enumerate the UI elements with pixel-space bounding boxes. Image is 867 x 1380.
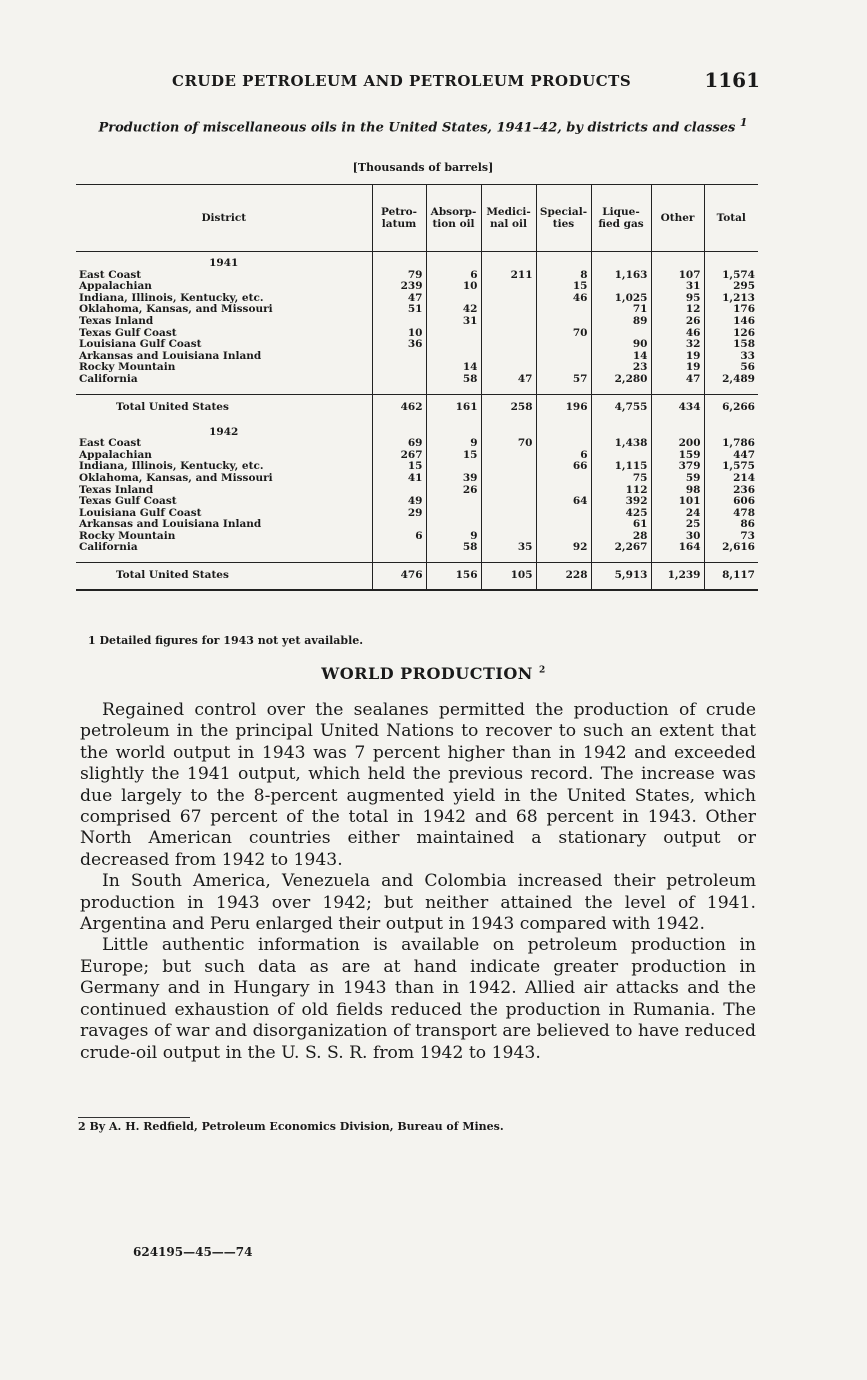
table-cell [481,351,536,363]
table-cell: 69 [372,438,426,450]
page-number: 1161 [704,68,760,92]
table-cell: 6 [372,531,426,543]
table-cell [426,421,481,439]
table-cell [372,542,426,554]
table-row [76,438,758,450]
table-cell [591,252,651,270]
table-cell [536,351,591,363]
table-cell: 86 [704,519,758,531]
table-cell: 46 [651,328,704,340]
table-row [76,542,758,554]
table-cell [481,293,536,305]
table-cell [481,362,536,374]
table-cell [481,304,536,316]
column-header: Petro-latum [372,185,426,252]
table-cell [372,316,426,328]
table-row [76,304,758,316]
table-cell [481,531,536,543]
table-cell: 75 [591,473,651,485]
table-cell: 236 [704,485,758,497]
table-cell [536,304,591,316]
table-cell [481,496,536,508]
table-cell [536,316,591,328]
table-cell [704,421,758,439]
section-title-footnote-mark: 2 [539,665,546,676]
table-cell: 31 [651,281,704,293]
total-cell: 258 [481,394,536,421]
table-cell: 15 [426,450,481,462]
table-cell: 9 [426,531,481,543]
table-cell: 606 [704,496,758,508]
table-cell: 1,025 [591,293,651,305]
table-row [76,508,758,520]
table-cell [651,252,704,270]
table-cell: 70 [481,438,536,450]
district-name: Rocky Mountain [79,530,176,542]
table-cell [426,519,481,531]
district-name: Indiana, Illinois, Kentucky, etc. [79,461,264,473]
table-cell: 47 [481,374,536,386]
year-row [76,421,758,439]
table-row [76,316,758,328]
district-name: Indiana, Illinois, Kentucky, etc. [79,292,264,304]
total-cell: 4,755 [591,394,651,421]
table-cell: 425 [591,508,651,520]
district-name: Oklahoma, Kansas, and Missouri [79,472,273,484]
district-name: Arkansas and Louisiana Inland [79,519,262,531]
table-cell [481,461,536,473]
table-cell: 2,616 [704,542,758,554]
table-cell: 61 [591,519,651,531]
table-cell: 25 [651,519,704,531]
total-cell: 434 [651,394,704,421]
table-cell: 1,438 [591,438,651,450]
table-cell: 70 [536,328,591,340]
table-cell [651,421,704,439]
table-cell: 31 [426,316,481,328]
table-cell: 57 [536,374,591,386]
table-cell: 92 [536,542,591,554]
table-cell [591,281,651,293]
table-cell [591,386,651,395]
table-cell: 89 [591,316,651,328]
table-cell: 107 [651,270,704,282]
table-body [76,252,758,591]
section-title-text: WORLD PRODUCTION [321,664,533,683]
table-cell [536,531,591,543]
table-cell [536,252,591,270]
table-cell: 112 [591,485,651,497]
table-cell: 51 [372,304,426,316]
table-cell [536,362,591,374]
total-cell: 228 [536,563,591,591]
table-cell: 239 [372,281,426,293]
table-cell: 73 [704,531,758,543]
production-table [76,184,758,591]
district-name: California [79,373,138,385]
district-name: Louisiana Gulf Coast [79,339,202,351]
table-cell [651,554,704,563]
table-cell [426,293,481,305]
table-cell: 15 [536,281,591,293]
table-row [76,270,758,282]
table-cell [426,328,481,340]
table-footnote: 1 Detailed figures for 1943 not yet available. [88,634,364,647]
paragraph: Regained control over the sealanes permitted the production of crude petroleum in the principal United Nations to recover to such an extent that the world output in 1943 was 7 percent higher than in 1942 and exceeded slightly the 1941 output, which held the previous record. The increase was due largely to the 8-percent augmented yield in the United States, which comprised 67 percent of the total in 1942 and 68 percent in 1943. Other North American countries either maintained a stationary output or decreased from 1942 to 1943. [80,700,756,870]
table-cell: 101 [651,496,704,508]
table-cell: 1,213 [704,293,758,305]
table-row [76,293,758,305]
table-cell [536,339,591,351]
table-cell: 478 [704,508,758,520]
table-cell: 211 [481,270,536,282]
district-name: Rocky Mountain [79,362,176,374]
table-cell [536,438,591,450]
table-cell: 214 [704,473,758,485]
table-cell [372,554,426,563]
table-cell: 19 [651,351,704,363]
body-text [80,700,756,1064]
table-cell [481,450,536,462]
table-cell: 29 [372,508,426,520]
table-cell [372,386,426,395]
table-header-row [76,185,758,252]
table-cell [481,281,536,293]
total-label: Total United States [76,563,372,591]
table-cell: 58 [426,542,481,554]
table-cell: 267 [372,450,426,462]
paragraph: In South America, Venezuela and Colombia increased their petroleum production in 1943 over 1942; but neither attained the level of 1941. Argentina and Peru enlarged their output in 1943 compared with 1942. [80,871,756,935]
table-cell [704,386,758,395]
table-caption-footnote-mark: 1 [739,116,748,129]
table-cell [372,485,426,497]
table-cell [536,508,591,520]
table-cell: 49 [372,496,426,508]
table-cell: 19 [651,362,704,374]
district-name: Appalachian [79,281,152,293]
table-cell: 39 [426,473,481,485]
spacer-row [76,386,758,395]
total-label: Total United States [76,394,372,421]
table-cell: 42 [426,304,481,316]
table-cell: 41 [372,473,426,485]
total-cell: 8,117 [704,563,758,591]
table-cell: 6 [426,270,481,282]
table-cell [76,386,372,395]
table-cell: 392 [591,496,651,508]
total-cell: 161 [426,394,481,421]
table-row [76,461,758,473]
table-cell: 200 [651,438,704,450]
table-cell: 164 [651,542,704,554]
table-cell [536,554,591,563]
table-cell: 295 [704,281,758,293]
table-cell [591,554,651,563]
table-cell [481,554,536,563]
total-cell: 6,266 [704,394,758,421]
table-cell [481,519,536,531]
district-name: East Coast [79,438,142,450]
table-row [76,519,758,531]
table-cell: 1,163 [591,270,651,282]
table-cell [651,386,704,395]
table-row [76,328,758,340]
table-cell: 15 [372,461,426,473]
table-cell [481,316,536,328]
district-name: East Coast [79,269,142,281]
table-cell: 79 [372,270,426,282]
table-cell: 58 [426,374,481,386]
spacer-row [76,554,758,563]
table-cell [704,554,758,563]
table-cell: 146 [704,316,758,328]
running-head [80,68,760,98]
table-cell: 8 [536,270,591,282]
table-cell [591,421,651,439]
table-cell: 2,280 [591,374,651,386]
table-cell: 24 [651,508,704,520]
table-cell [536,485,591,497]
table-cell: 10 [426,281,481,293]
table-cell [481,339,536,351]
table-cell [372,519,426,531]
table-cell: 33 [704,351,758,363]
table-cell: 6 [536,450,591,462]
table-row [76,496,758,508]
district-name: Louisiana Gulf Coast [79,507,202,519]
year-row [76,252,758,270]
column-header: District [76,185,372,252]
year-label: 1941 [209,257,239,269]
table-cell [426,508,481,520]
total-row [76,394,758,421]
total-cell: 462 [372,394,426,421]
table-cell [372,374,426,386]
table-cell: 14 [591,351,651,363]
table-cell [426,252,481,270]
table-cell [481,473,536,485]
table-cell: 59 [651,473,704,485]
table-cell [536,519,591,531]
table-row [76,351,758,363]
table-cell: 2,267 [591,542,651,554]
table-cell [372,421,426,439]
district-name: Appalachian [79,449,152,461]
total-row [76,563,758,591]
table-row [76,450,758,462]
table-cell: 47 [372,293,426,305]
table-cell [372,252,426,270]
table-cell [426,554,481,563]
print-code: 624195—45——74 [133,1245,253,1259]
table-cell: 159 [651,450,704,462]
table-cell: 10 [372,328,426,340]
total-cell: 156 [426,563,481,591]
table-row [76,362,758,374]
section-title [0,664,867,683]
district-name: California [79,542,138,554]
running-title: CRUDE PETROLEUM AND PETROLEUM PRODUCTS [172,72,632,90]
table-cell [536,421,591,439]
table-cell [481,421,536,439]
table-cell: 98 [651,485,704,497]
table-cell: 2,489 [704,374,758,386]
total-cell: 5,913 [591,563,651,591]
table-cell: 126 [704,328,758,340]
table-cell [481,386,536,395]
table-cell: 12 [651,304,704,316]
table-cell [704,252,758,270]
district-name: Texas Gulf Coast [79,496,177,508]
table-cell: 26 [426,485,481,497]
column-header: Other [651,185,704,252]
table-row [76,339,758,351]
table-cell: 90 [591,339,651,351]
table-row [76,473,758,485]
table-cell [591,450,651,462]
table-cell: 30 [651,531,704,543]
table-cell: 14 [426,362,481,374]
table-cell [481,328,536,340]
paragraph: Little authentic information is available on petroleum production in Europe; but such data as are at hand indicate greater production in Germany and in Hungary in 1943 than in 1942. Allied air attacks and the continued exhaustion of old fields reduced the production in Rumania. The ravages of war and disorganization of transport are believed to have reduced crude-oil output in the U. S. S. R. from 1942 to 1943. [80,935,756,1063]
table-cell [426,351,481,363]
table-cell [536,473,591,485]
column-header: Lique-fied gas [591,185,651,252]
table-cell: 1,115 [591,461,651,473]
table-row [76,374,758,386]
district-name: Arkansas and Louisiana Inland [79,350,262,362]
table-row [76,531,758,543]
column-header: Special-ties [536,185,591,252]
table-cell: 447 [704,450,758,462]
total-cell: 476 [372,563,426,591]
total-cell: 105 [481,563,536,591]
table-caption-text: Production of miscellaneous oils in the United States, 1941–42, by districts and classes [98,120,736,136]
table-cell: 36 [372,339,426,351]
table-cell: 64 [536,496,591,508]
table-units: [Thousands of barrels] [352,161,494,174]
table-cell: 9 [426,438,481,450]
table-cell: 32 [651,339,704,351]
table-cell: 28 [591,531,651,543]
table-row [76,485,758,497]
table-cell: 379 [651,461,704,473]
district-name: Oklahoma, Kansas, and Missouri [79,304,273,316]
table-cell: 46 [536,293,591,305]
table-cell: 26 [651,316,704,328]
table-cell: 35 [481,542,536,554]
table-cell [536,386,591,395]
table-cell: 1,575 [704,461,758,473]
table-row [76,281,758,293]
table-cell: 71 [591,304,651,316]
table-cell [426,496,481,508]
table-cell [372,351,426,363]
table-caption [78,114,768,136]
table-cell: 158 [704,339,758,351]
column-header: Medici-nal oil [481,185,536,252]
section-footnote: 2 By A. H. Redfield, Petroleum Economics Division, Bureau of Mines. [78,1117,190,1133]
total-cell: 196 [536,394,591,421]
column-header: Total [704,185,758,252]
year-label: 1942 [209,425,239,438]
column-header: Absorp-tion oil [426,185,481,252]
table-cell: 1,574 [704,270,758,282]
table-cell [591,328,651,340]
district-name: Texas Inland [79,484,154,496]
table-cell: 23 [591,362,651,374]
table-cell [76,554,372,563]
table-cell [372,362,426,374]
table-cell [481,252,536,270]
table-cell [481,485,536,497]
table-cell: 47 [651,374,704,386]
table-cell: 176 [704,304,758,316]
table-cell [426,461,481,473]
total-cell: 1,239 [651,563,704,591]
district-name: Texas Inland [79,315,154,327]
table-cell: 56 [704,362,758,374]
table-cell: 95 [651,293,704,305]
table-cell [426,339,481,351]
table-cell: 1,786 [704,438,758,450]
table-cell [481,508,536,520]
table-cell: 66 [536,461,591,473]
table-cell [426,386,481,395]
district-name: Texas Gulf Coast [79,327,177,339]
